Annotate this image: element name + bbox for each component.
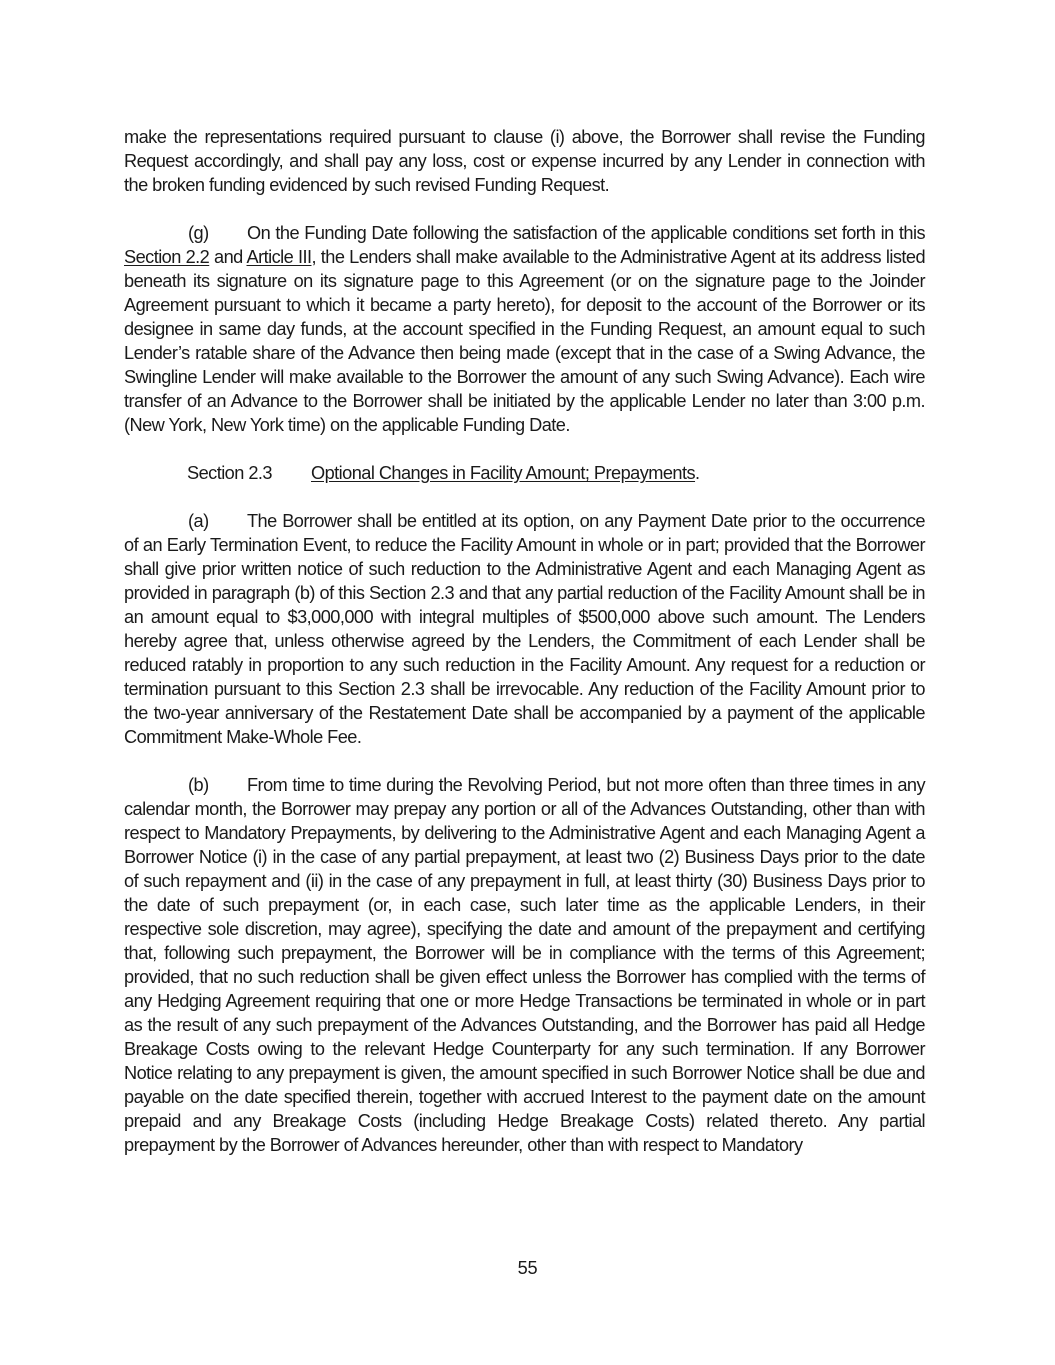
paragraph-marker: (g) [188, 223, 209, 243]
section-number: Section 2.3 [187, 463, 272, 483]
section-2-2-reference: Section 2.2 [124, 247, 210, 267]
section-title: Optional Changes in Facility Amount; Prepayments [311, 463, 696, 483]
article-iii-reference: Article III [246, 247, 312, 267]
paragraph-text: From time to time during the Revolving Period, but not more often than three times in any calendar month, the Borrower may prepay any portion or all of the Advances Outstanding, other than with respect to Mandatory Prepayments, by delivering to the Administrative Agent and each Managing Agent a Borrower Notice (i) in the case of any partial prepayment, at least two (2) Business Days prior to the date of such repayment and (ii) in the case of any prepayment in full, at least thirty (30) Business Days prior to the date of such prepayment (or, in each case, such later time as the applicable Lenders, in their respective sole discretion, may agree), specifying the date and amount of the prepayment and certifying that, following such prepayment, the Borrower will be in compliance with the terms of this Agreement; provided, that no such reduction shall be given effect unless the Borrower has complied with the terms of any Hedging Agreement requiring that one or more Hedge Transactions be terminated in whole or in part as the result of any such prepayment of the Advances Outstanding, and the Borrower has paid all Hedge Breakage Costs owing to the relevant Hedge Counterparty for any such termination. If any Borrower Notice relating to any prepayment is given, the amount specified in such Borrower Notice shall be due and payable on the date specified therein, together with accrued Interest to the payment date on the amount prepaid and any Breakage Costs (including Hedge Breakage Costs) related thereto. Any partial prepayment by the Borrower of Advances hereunder, other than with respect to Mandatory [124, 775, 925, 1155]
paragraph-continuation: make the representations required pursuant to clause (i) above, the Borrower shall revise the Funding Request accordingly, and shall pay any loss, cost or expense incurred by any Lender in connection with the broken funding evidenced by such revised Funding Request. [124, 127, 925, 195]
paragraph-text: and [209, 247, 247, 267]
paragraph-marker: (b) [188, 775, 209, 795]
paragraph-text: The Borrower shall be entitled at its option, on any Payment Date prior to the occurrence of an Early Termination Event, to reduce the Facility Amount in whole or in part; provided that the Borrower shall give prior written notice of such reduction to the Administrative Agent and each Managing Agent as provided in paragraph (b) of this Section 2.3 and that any partial reduction of the Facility Amount shall be in an amount equal to $3,000,000 with integral multiples of $500,000 above such amount. The Lenders hereby agree that, unless otherwise agreed by the Lenders, the Commitment of each Lender shall be reduced ratably in proportion to any such reduction in the Facility Amount. Any request for a reduction or termination pursuant to this Section 2.3 shall be irrevocable. Any reduction of the Facility Amount prior to the two-year anniversary of the Restatement Date shall be accompanied by a payment of the applicable Commitment Make-Whole Fee. [124, 511, 925, 747]
document-page [124, 125, 925, 1157]
paragraph-marker: (a) [188, 511, 209, 531]
paragraph-g [124, 221, 925, 437]
page-number: 55 [517, 1258, 538, 1278]
paragraph-text: On the Funding Date following the satisfaction of the applicable conditions set forth in this [247, 223, 925, 243]
section-title-period: . [695, 463, 700, 483]
paragraph-b [124, 773, 925, 1157]
section-heading [124, 461, 925, 485]
paragraph-text: , the Lenders shall make available to the Administrative Agent at its address listed beneath its signature on its signature page to this Agreement (or on the signature page to the Joinder Agreement pursuant to which it became a party hereto), for deposit to the account of the Borrower or its designee in same day funds, at the account specified in the Funding Request, an amount equal to such Lender’s ratable share of the Advance then being made (except that in the case of a Swing Advance, the Swingline Lender will make available to the Borrower the amount of any such Swing Advance). Each wire transfer of an Advance to the Borrower shall be initiated by the applicable Lender no later than 3:00 p.m. (New York, New York time) on the applicable Funding Date. [124, 247, 926, 435]
paragraph-a [124, 509, 925, 749]
